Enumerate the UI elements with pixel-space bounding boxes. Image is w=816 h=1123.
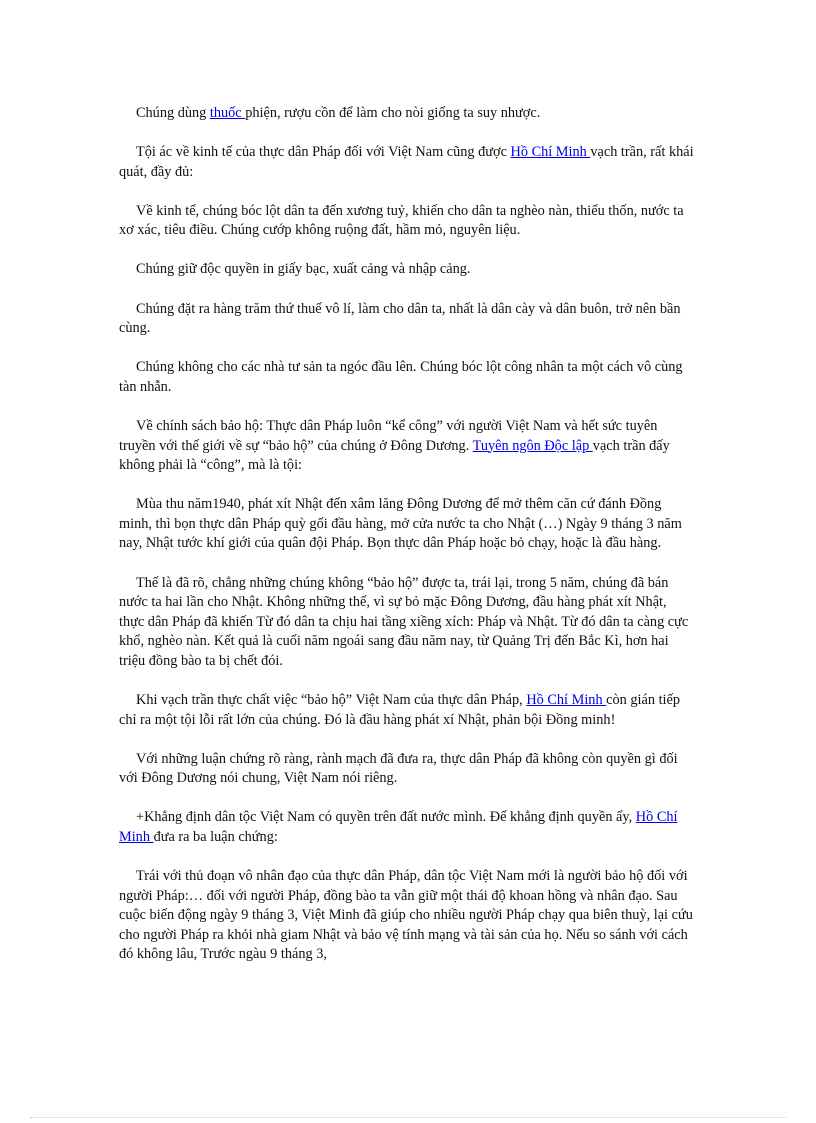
paragraph xyxy=(119,260,694,280)
paragraph xyxy=(119,750,694,789)
text-run: đưa ra ba luận chứng: xyxy=(153,828,278,845)
text-run: Về chính sách bảo hộ: Thực dân Pháp luôn “kể công” với người Việt Nam và hết sức tuyên truyền với thế giới về sự “bảo hộ” của chúng ở Đông Dương. xyxy=(119,417,658,454)
text-run: phiện, rượu cồn để làm cho nòi giống ta suy nhược. xyxy=(245,105,541,121)
link-ho-chi-minh[interactable]: Hồ Chí Minh xyxy=(526,691,607,708)
text-run: Thế là đã rõ, chẳng những chúng không “bảo hộ” được ta, trái lại, trong 5 năm, chúng đã bán nước ta hai lần cho Nhật. Không những thế, vì sự bỏ mặc Đông Dương, đầu hàng phát xít Nhật, thực dân Pháp đã khiến Từ đó dân ta chịu hai tầng xiềng xích: Pháp và Nhật. Từ đó dân ta càng cực khổ, nghèo nàn. Kết quả là cuối năm ngoái sang đầu năm nay, từ Quảng Trị đến Bắc Kì, hơn hai triệu đồng bào ta bị chết đói. xyxy=(119,574,689,669)
link-thuoc[interactable]: thuốc xyxy=(209,105,246,121)
paragraph xyxy=(119,808,694,847)
link-ho-chi-minh[interactable]: Hồ Chí Minh xyxy=(510,144,591,161)
text-run: vạch trần, rất khái quát, đầy đủ: xyxy=(119,144,694,180)
page-bottom-divider xyxy=(30,1117,786,1118)
text-run: Khi vạch trần thực chất việc “bảo hộ” Việt Nam của thực dân Pháp, xyxy=(136,691,527,708)
text-run: Với những luận chứng rõ ràng, rành mạch đã đưa ra, thực dân Pháp đã không còn quyền gì đối với Đông Dương nói chung, Việt Nam nói riêng. xyxy=(119,750,678,787)
paragraph xyxy=(119,691,694,730)
text-run: +Khẳng định dân tộc Việt Nam có quyền trên đất nước mình. Để khẳng định quyền ấy, xyxy=(136,809,636,826)
text-run: Trái với thủ đoạn vô nhân đạo của thực dân Pháp, dân tộc Việt Nam mới là người bảo hộ đối với người Pháp:… đối với người Pháp, đồng bào ta vẫn giữ một thái độ khoan hồng và nhân đạo. Sau cuộc biến động ngày 9 tháng 3, Việt Minh đã giúp cho nhiều người Pháp chạy qua biên thuỳ, lại cứu cho người Pháp ra khỏi nhà giam Nhật và bảo vệ tính mạng và tài sản của họ. Nếu so sánh với cách đó không lâu, Trước ngàu 9 tháng 3, xyxy=(119,868,693,963)
text-run: vạch trần đấy không phải là “công”, mà là tội: xyxy=(119,437,670,474)
link-tuyen-ngon-doc-lap[interactable]: Tuyên ngôn Độc lập xyxy=(472,437,593,454)
paragraph xyxy=(119,574,694,672)
text-run: Tội ác về kinh tế của thực dân Pháp đối với Việt Nam cũng được xyxy=(136,144,511,161)
paragraph xyxy=(119,867,694,965)
text-run: Về kinh tế, chúng bóc lột dân ta đến xương tuỷ, khiến cho dân ta nghèo nàn, thiếu thốn, nước ta xơ xác, tiêu điều. Chúng cướp không ruộng đất, hầm mỏ, nguyên liệu. xyxy=(119,202,684,239)
text-run: Chúng đặt ra hàng trăm thứ thuế vô lí, làm cho dân ta, nhất là dân cày và dân buôn, trở nên bần cùng. xyxy=(119,300,681,337)
paragraph xyxy=(119,143,694,182)
text-run: Chúng dùng xyxy=(136,105,210,121)
text-run: Chúng giữ độc quyền in giấy bạc, xuất cảng và nhập cảng. xyxy=(136,261,471,278)
text-run: Mùa thu năm1940, phát xít Nhật đến xâm lăng Đông Dương để mở thêm căn cứ đánh Đồng minh, thì bọn thực dân Pháp quỳ gối đầu hàng, mở cửa nước ta cho Nhật (…) Ngày 9 tháng 3 năm nay, Nhật tước khí giới của quân đội Pháp. Bọn thực dân Pháp hoặc bỏ chạy, hoặc là đầu hàng. xyxy=(119,496,682,552)
text-run: Chúng không cho các nhà tư sản ta ngóc đầu lên. Chúng bóc lột công nhân ta một cách vô cùng tàn nhẫn. xyxy=(119,359,683,395)
paragraph xyxy=(119,104,694,124)
paragraph xyxy=(119,358,694,397)
document-body xyxy=(119,104,694,985)
paragraph xyxy=(119,202,694,241)
paragraph xyxy=(119,495,694,554)
link-ho-chi-minh[interactable]: Hồ Chí Minh xyxy=(119,809,678,845)
paragraph xyxy=(119,300,694,339)
text-run: còn gián tiếp chỉ ra một tội lỗi rất lớn của chúng. Đó là đầu hàng phát xí Nhật, phản bội Đồng minh! xyxy=(119,691,681,728)
paragraph xyxy=(119,417,694,476)
